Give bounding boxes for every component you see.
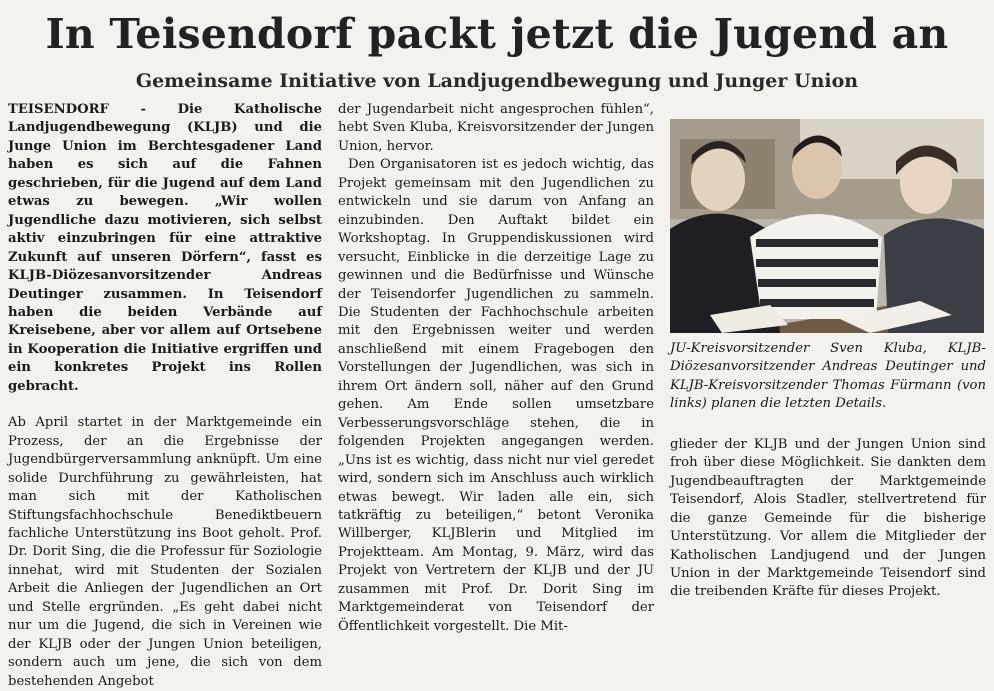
column-1 — [8, 101, 322, 691]
body-paragraph-3: glieder der KLJB und der Jungen Union sind froh über diese Möglichkeit. Sie dankten dem Jugendbeauftragten der Marktgemeinde Teisendorf, Alois Stadler, stellvertretend für die ganze Gemeinde für die bisherige Unterstützung. Vor allem die Mitglieder der Katholischen Landjugend und der Jungen Union in der Marktgemeinde Teisendorf sind die treibenden Kräfte für dieses Projekt. — [670, 436, 986, 600]
photo-caption: JU-Kreisvorsitzender Sven Kluba, KLJB-Diözesanvorsitzender Andreas Deutinger und KLJB-Kreisvorsitzender Thomas Fürmann (von links) planen die letzten Details. — [670, 341, 986, 412]
body-paragraph-1: Ab April startet in der Marktgemeinde ein Prozess, der an die Ergebnisse der Jugendbürgerversammlung anknüpft. Um eine solide Durchführung zu gewährleisten, hat man sich mit der Katholischen Stiftungsfachhochschule Benediktbeuern fachliche Unterstützung ins Boot geholt. Prof. Dr. Dorit Sing, die die Professur für Soziologie innehat, wird mit Studenten der Sozialen Arbeit die Anliegen der Jugendlichen an Ort und Stelle ergründen. „Es geht dabei nicht nur um die Jugend, die sich in Vereinen wie der KLJB oder der Jungen Union beteiligen, sondern auch um jene, die sich von dem bestehenden Angebot — [8, 415, 322, 689]
striped-shirt — [750, 214, 882, 319]
column-3 — [670, 101, 986, 602]
article-photo — [670, 119, 984, 333]
body-paragraph-1-continued: der Jugendarbeit nicht angesprochen fühlen“, hebt Sven Kluba, Kreisvorsitzender der Jungen Union, hervor. — [338, 102, 654, 154]
lead-paragraph: TEISENDORF - Die Katholische Landjugendbewegung (KLJB) und die Junge Union im Berchtesgadener Land haben es sich auf die Fahnen geschrieben, für die Jugend auf dem Land etwas zu bewegen. „Wir wollen Jugendliche dazu motivieren, sich selbst aktiv einzubringen für eine attraktive Zukunft auf unseren Dörfern“, fasst es KLJB-Diözesanvorsitzender Andreas Deutinger zusammen. In Teisendorf haben die beiden Verbände auf Kreisebene, aber vor allem auf Ortsebene in Kooperation die Initiative ergriffen und ein konkretes Projekt ins Rollen gebracht. — [8, 102, 322, 394]
subheadline: Gemeinsame Initiative von Landjugendbewegung und Junger Union — [135, 70, 859, 92]
column-2 — [338, 101, 654, 636]
headline: In Teisendorf packt jetzt die Jugend an — [45, 10, 949, 58]
body-paragraph-2: Den Organisatoren ist es jedoch wichtig, das Projekt gemeinsam mit den Jugendlichen zu entwickeln und sie darum von Anfang an einzubinden. Den Auftakt bildet ein Workshoptag. In Gruppendiskussionen wird versucht, Einblicke in die derzeitige Lage zu gewinnen und die Bedürfnisse und Wünsche der Teisendorfer Jugendlichen zu sammeln. Die Studenten der Fachhochschule arbeiten mit den Ergebnissen weiter und werden anschließend mit einem Fragebogen den Vorstellungen der Jugendlichen, was sich in ihrem Ort ändern soll, näher auf den Grund gehen. Am Ende sollen umsetzbare Verbesserungsvorschläge stehen, die in folgenden Projekten angegangen werden. „Uns ist es wichtig, dass nicht nur viel geredet wird, sondern sich im Anschluss auch wirklich etwas bewegt. Wir laden alle ein, sich tatkräftig zu beteiligen,“ betont Veronika Willberger, KLJBlerin und Mitglied im Projektteam. Am Montag, 9. März, wird das Projekt von Vertretern der KLJB und der JU zusammen mit Prof. Dr. Dorit Sing im Marktgemeinderat von Teisendorf der Öffentlichkeit vorgestellt. Die Mit- — [338, 157, 654, 634]
